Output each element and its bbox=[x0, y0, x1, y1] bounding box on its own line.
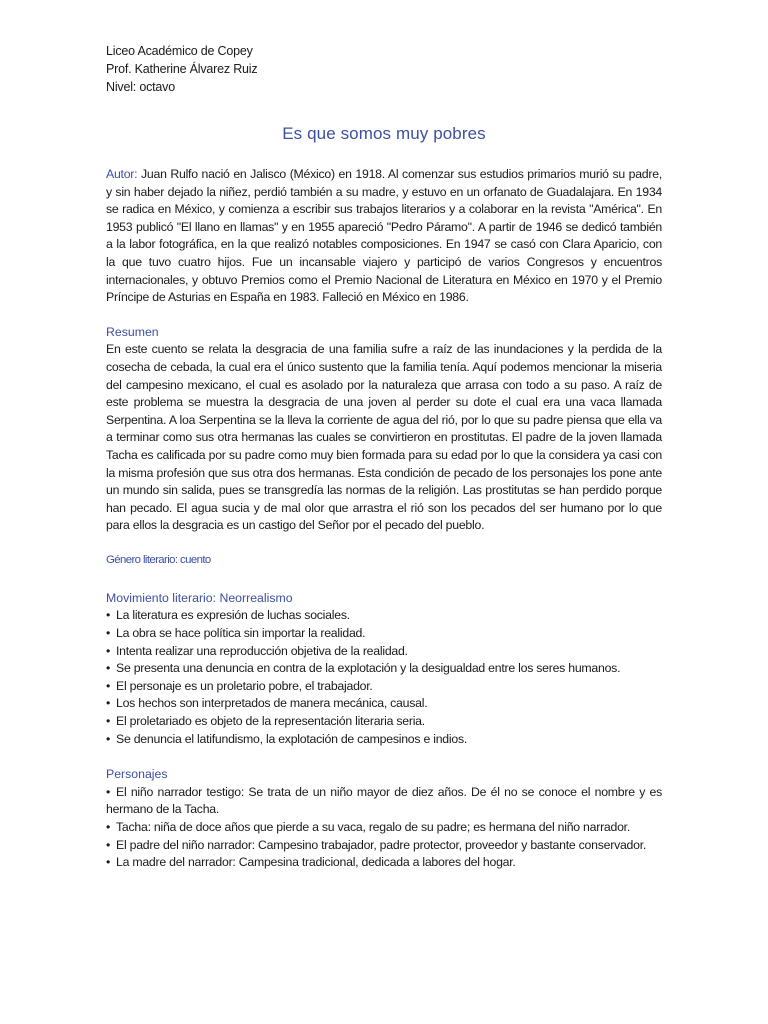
bullet-icon: • bbox=[106, 626, 111, 641]
bullet-icon: • bbox=[106, 731, 111, 746]
author-text: Juan Rulfo nació en Jalisco (México) en 1918. Al comenzar sus estudios primarios murió su padre, y sin haber dejado la niñez, perdió también a su madre, y estuvo en un orfanato de Guadalajara. En 1934 se radica en México, y comienza a escribir sus trabajos literarios y a colaborar en la revista "América". En 1953 publicó "El llano en llamas" y en 1955 apareció "Pedro Páramo". A partir de 1946 se dedicó también a la labor fotográfica, en la que realizó notables composiciones. En 1947 se casó con Clara Aparicio, con la que tuvo cuatro hijos. Fue un incansable viajero y participó de varios Congresos y encuentros internacionales, y obtuvo Premios como el Premio Nacional de Literatura en México en 1970 y el Premio Príncipe de Asturias en España en 1983. Falleció en México en 1986. bbox=[106, 167, 662, 305]
list-item: • La obra se hace política sin importar la realidad. bbox=[106, 625, 662, 643]
bullet-icon: • bbox=[106, 820, 111, 834]
bullet-icon: • bbox=[106, 678, 111, 693]
bullet-icon: • bbox=[106, 696, 111, 711]
bullet-icon: • bbox=[106, 855, 111, 870]
author-paragraph bbox=[106, 166, 662, 307]
list-item: • El padre del niño narrador: Campesino trabajador, padre protector, proveedor y bastante conservador. bbox=[106, 837, 662, 855]
characters-list bbox=[106, 784, 662, 872]
list-item: • El proletariado es objeto de la representación literaria seria. bbox=[106, 713, 662, 731]
document-title: Es que somos muy pobres bbox=[282, 124, 486, 143]
list-item: • El niño narrador testigo: Se trata de un niño mayor de diez años. De él no se conoce el nombre y es hermano de la Tacha. bbox=[106, 784, 662, 817]
bullet-icon: • bbox=[106, 837, 111, 852]
list-item: • Intenta realizar una reproducción objetiva de la realidad. bbox=[106, 643, 662, 661]
list-item: • La literatura es expresión de luchas sociales. bbox=[106, 607, 662, 625]
bullet-icon: • bbox=[106, 661, 111, 676]
list-item: • Se presenta una denuncia en contra de la explotación y la desigualdad entre los seres humanos. bbox=[106, 660, 662, 678]
characters-heading: Personajes bbox=[106, 767, 168, 782]
list-item: • Tacha: niña de doce años que pierde a su vaca, regalo de su padre; es hermana del niño narrador. bbox=[106, 819, 662, 837]
list-item: • La madre del narrador: Campesina tradicional, dedicada a labores del hogar. bbox=[106, 854, 662, 872]
bullet-icon: • bbox=[106, 784, 111, 799]
grade-level: Nivel: octavo bbox=[106, 80, 175, 94]
bullet-icon: • bbox=[106, 608, 111, 623]
list-item: • Los hechos son interpretados de manera mecánica, causal. bbox=[106, 695, 662, 713]
bullet-icon: • bbox=[106, 714, 111, 729]
teacher-name: Prof. Katherine Álvarez Ruiz bbox=[106, 62, 258, 76]
list-item: • El personaje es un proletario pobre, el trabajador. bbox=[106, 678, 662, 696]
author-label: Autor: bbox=[106, 167, 138, 181]
movement-heading: Movimiento literario: Neorrealismo bbox=[106, 590, 293, 605]
summary-heading: Resumen bbox=[106, 324, 159, 339]
list-item: • Se denuncia el latifundismo, la explotación de campesinos e indios. bbox=[106, 731, 662, 749]
school-name: Liceo Académico de Copey bbox=[106, 44, 253, 58]
genre-line: Género literario: cuento bbox=[106, 553, 211, 566]
summary-paragraph: En este cuento se relata la desgracia de una familia sufre a raíz de las inundaciones y la perdida de la cosecha de cebada, la cual era el único sustento que la familia tenía. Aquí podemos mencionar la miseria del campesino mexicano, el cual es asolado por la naturaleza que arrasa con todo a su paso. A raíz de este problema se muestra la desgracia de una joven al perder su dote el cual era una vaca llamada Serpentina. A loa Serpentina se la lleva la corriente de agua del rió, por lo que su padre piensa que ella va a terminar como sus otra hermanas las cuales se convirtieron en prostitutas. El padre de la joven llamada Tacha es calificada por su padre como muy bien formada para su edad por lo que la considera ya casi con la misma profesión que sus otra dos hermanas. Esta condición de pecado de los personajes los pone ante un mundo sin salida, pues se transgredía las normas de la religión. Las prostitutas se han perdido porque han pecado. El agua sucia y de mal olor que arrastra el rió son los pecados del ser humano por lo que para ellos la desgracia es un castigo del Señor por el pecado del pueblo. bbox=[106, 342, 662, 533]
bullet-icon: • bbox=[106, 643, 111, 658]
movement-list bbox=[106, 607, 662, 748]
